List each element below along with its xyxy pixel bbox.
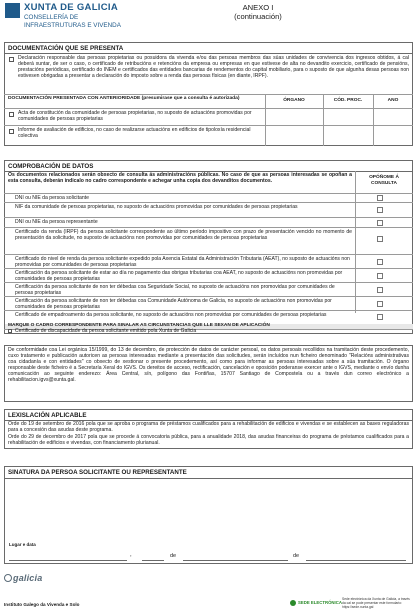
annex-subtitle: (continuación) [234, 12, 282, 21]
check-item-aeat: Certificación da persoa solicitante de estar ao día no pagamento das obrigas tributarias coa AEAT, no suposto de actuacións non promovidas por comunidades de persoas propietarias [15, 270, 343, 283]
check-item-seguridade-social: Certificación da persoa solicitante de non ter débedas coa Seguridade Social, no suposto de actuacións non promovidas por comunidades de persoas propietarias [15, 284, 335, 297]
check-item-dni-representante: DNI ou NIE da persoa representante [15, 219, 98, 225]
signature-section [4, 466, 413, 564]
col-divider-2 [323, 94, 324, 146]
row-rule [4, 254, 413, 255]
prev-doc-item-acta: Acta de constitución da comunidade de persoas propietarias, no suposto de actuacións promovidas por comunidades de persoas propietarias [18, 110, 252, 123]
col-divider-3 [373, 94, 374, 146]
xunta-logo-icon [5, 3, 20, 18]
legislation-title: LEXISLACIÓN APLICABLE [8, 412, 87, 419]
year-field[interactable] [306, 560, 406, 561]
oppose-checkbox-empadroamento[interactable] [377, 314, 383, 320]
col-divider-1 [265, 94, 266, 146]
department-name [24, 14, 154, 29]
check-item-dni-solicitante: DNI ou NIE da persoa solicitante [15, 195, 89, 201]
signature-title-rule [4, 478, 413, 479]
galicia-logo-text: galicia [13, 573, 43, 583]
check-item-renda-irpf: Certificado da renda (IRPF) da persoa solicitante correspondente ao último período impositivo con prazo de presentación vencido no momento de presentación da solicitude, no suposto de actuacións non promovidas por comunidades de persoas propietarias [15, 229, 352, 242]
galicia-swirl-icon [4, 574, 12, 582]
legislation-order-2016: Orde do 19 de setembro de 2016 pola que se aproba o programa de préstamos cualificados para a rehabilitación de edificios e vivendas e se establecen as bases reguladoras para a concesión das axudas deste programa. [8, 421, 409, 434]
oppose-checkbox-renda-irpf[interactable] [377, 236, 383, 242]
row-rule [4, 268, 413, 269]
col-organo-header: ÓRGANO [283, 98, 305, 103]
institute-name: Instituto Galego da Vivenda e Solo [4, 602, 80, 607]
month-field[interactable] [183, 560, 288, 561]
oppose-checkbox-seguridade-social[interactable] [377, 287, 383, 293]
oppose-checkbox-nif-comunidade[interactable] [377, 207, 383, 213]
oppose-checkbox-nivel-renda[interactable] [377, 259, 383, 265]
day-field[interactable] [142, 560, 164, 561]
oppose-checkbox-dni-solicitante[interactable] [377, 195, 383, 201]
legislation-order-2017: Orde do 29 de decembro de 2017 pola que se procede á convocatoria pública, para a anualidade 2018, das axudas financeiras do programa de préstamos cualificados para a rehabilitación de edificios e vivendas, con financiamento plurianual. [8, 434, 409, 447]
documentation-title: DOCUMENTACIÓN QUE SE PRESENTA [8, 45, 124, 52]
declaration-checkbox[interactable] [9, 57, 14, 62]
informe-checkbox[interactable] [9, 129, 14, 134]
brand-name: XUNTA DE GALICIA [24, 2, 118, 13]
department-line-1: CONSELLERÍA DE [24, 14, 79, 21]
oppose-checkbox-dni-representante[interactable] [377, 220, 383, 226]
oppose-checkbox-aeat[interactable] [377, 273, 383, 279]
department-line-2: INFRAESTRUTURAS E VIVENDA [24, 21, 121, 29]
check-item-nivel-renda: Certificado do nivel de renda da persoa solicitante expedido pola Axencia Estatal da Administración Tributaria (AEAT), no suposto de actuacións non promovidas por comunidades de persoas propietarias [15, 256, 350, 269]
row-rule [4, 282, 413, 283]
documentation-title-rule [4, 53, 413, 54]
prev-doc-item-informe: Informe de avaliación de edificios, no caso de realizarse actuacións en edificios de tipoloxía residencial colectiva [18, 127, 251, 140]
discapacidade-checkbox[interactable] [8, 329, 12, 333]
annex-heading [218, 3, 298, 21]
mark-band-header: MARQUE O CADRO CORRESPONDENTE PARA SINALAR AS CIRCUNSTANCIAS QUE LLE SEXAN DE APLICACIÓN [8, 323, 270, 328]
de-label-1: de [170, 553, 177, 559]
row-rule [4, 202, 413, 203]
data-check-title: COMPROBACIÓN DE DATOS [8, 163, 94, 170]
opon-col-header: OPÓÑOME Á CONSULTA [369, 175, 399, 186]
row-rule [4, 296, 413, 297]
place-date-label: Lugar e data [9, 542, 36, 547]
col-ano-header: ANO [387, 98, 399, 103]
prev-docs-top-rule [4, 94, 413, 95]
prev-docs-header: DOCUMENTACIÓN PRESENTADA CON ANTERIORIDADE (presumirase que a consulta é autorizada) [8, 96, 240, 101]
row-rule [4, 217, 413, 218]
signature-title: SINATURA DA PERSOA SOLICITANTE OU REPRESENTANTE [8, 469, 187, 476]
check-item-comunidade-autonoma: Certificación da persoa solicitante de non ter débedas coa Comunidade Autónoma de Galicia, no suposto de actuacións non promovidas por comunidades de persoas propietarias [15, 298, 332, 311]
prev-docs-header-rule [4, 108, 413, 109]
declaration-text: Declaración responsable das persoas propietarias ou posuidora da vivenda e/ou das persoas membros das súas unidades de convivencia dos ingresos obtidos, á cal deberá xuntar, de ser o caso, o certificado de retribucións e retencións da empresa ou empresas en que estivese de alta no devandito exercicio, certificado de pensións, prestacións periódicas, certificado do INEM e certificados das entidades bancarias de rendementos do capital mobiliario, para o suposto de que algunha desas persoas non estivesen obrigadas a presentar a declaración do imposto sobre a renda das persoas físicas (en diante, IRPF). [18, 55, 409, 80]
mark-item-discapacidade: Certificado de discapacidade da persoa solicitante emitido pola Xunta de Galicia [15, 328, 197, 334]
annex-title: ANEXO I [242, 3, 274, 12]
acta-checkbox[interactable] [9, 112, 14, 117]
de-label-2: de [293, 553, 300, 559]
data-check-intro: Os documentos relacionados serán obxecto de consulta ás administracións públicas. No caso de que as persoas interesadas se opoñan a esta consulta, deberán indicalo no cadro correspondente e achegar unha copia dos devanditos documentos. [8, 172, 352, 185]
col-cod-proc-header: CÓD. PROC. [333, 98, 363, 103]
prev-docs-row-rule [4, 125, 413, 126]
check-item-empadroamento: Certificado de empadroamento da persoa solicitante, no suposto de actuacións non promovidas por comunidades de persoas propietarias [15, 312, 327, 318]
comma-separator: , [130, 552, 132, 558]
row-rule [4, 227, 413, 228]
sede-electronica-label: SEDE ELECTRÓNICA [298, 600, 342, 605]
row-rule [4, 193, 413, 194]
sede-electronica-icon [290, 600, 296, 606]
row-rule [4, 310, 413, 311]
data-protection-text: De conformidade coa Lei orgánica 15/1999, do 13 de decembro, de protección de datos de carácter persoal, os datos persoais recollidos na tramitación deste procedemento, cuxo tratamento e publicación autoricen as persoas interesadas mediante a presentación das solicitudes, serán incluídos nun ficheiro denominado "Relacións administrativas coa cidadanía e con entidades" co obxecto de xestionar o presente procedemento, así como para informar as persoas interesadas sobre a súa tramitación. O órgano responsable deste ficheiro é a Secretaría Xeral do IGVS. Os dereitos de acceso, rectificación, cancelación e oposición poderanse exercer ante o IGVS, mediante o envío dunha comunicación ao seguinte enderezo: Área Central, s/n, polígono das Fontiñas, 15707 Santiago de Compostela ou a través dun correo electrónico a rehabilitacion.igvs@xunta.gal. [8, 347, 409, 384]
sede-electronica-text: Sede electrónica da Xunta de Galicia, a través da cal se pode presentar este formulario: https://sede.xunta.gal [342, 597, 410, 609]
place-field[interactable] [9, 560, 127, 561]
check-item-nif-comunidade: NIF da comunidade de persoas propietarias, no suposto de actuacións promovidas por comunidades de persoas propietarias [15, 204, 298, 210]
oppose-checkbox-comunidade-autonoma[interactable] [377, 301, 383, 307]
